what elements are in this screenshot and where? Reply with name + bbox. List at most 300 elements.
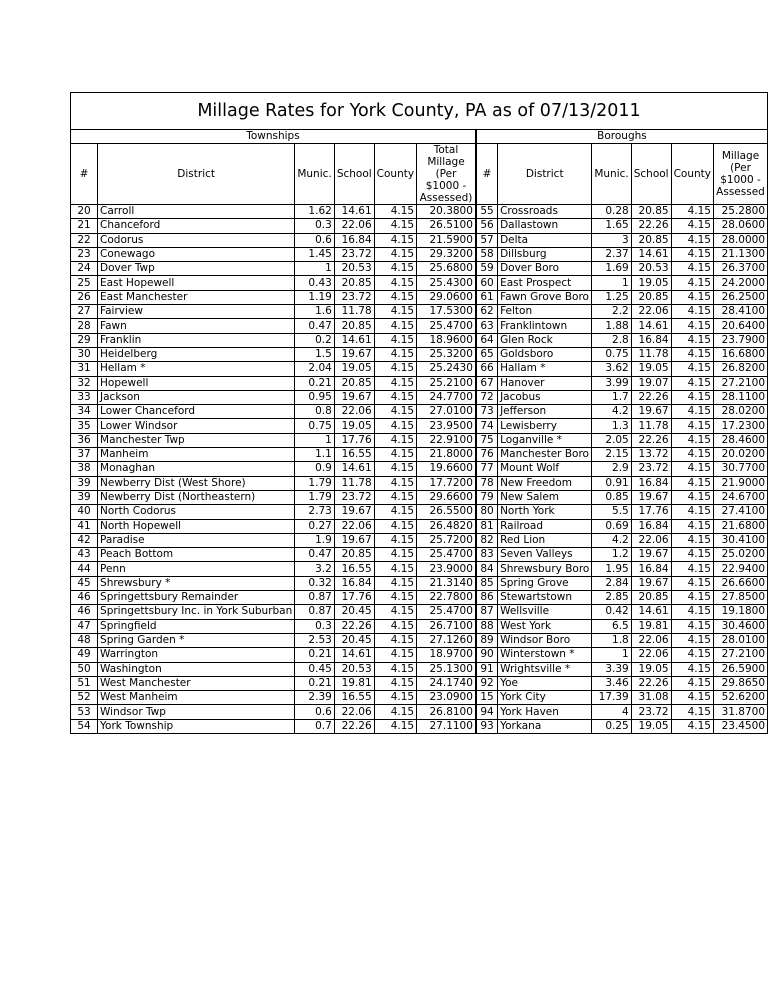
borough-munic-cell: 4 [592,705,631,719]
township-number-cell: 52 [71,691,98,705]
township-district-cell: Warrington [98,648,295,662]
township-school-cell: 14.61 [334,205,374,219]
township-school-cell: 16.84 [334,576,374,590]
borough-district-cell: Loganville * [498,433,592,447]
township-district-cell: Monaghan [98,462,295,476]
borough-munic-cell: 1.25 [592,290,631,304]
township-district-cell: York Township [98,719,295,733]
header-township-total: Total Millage (Per $1000 - Assessed) [417,144,476,205]
borough-district-cell: Dover Boro [498,262,592,276]
borough-number-cell: 88 [476,619,498,633]
borough-school-cell: 19.05 [631,662,671,676]
borough-number-cell: 92 [476,676,498,690]
borough-total-cell: 19.1800 [714,605,768,619]
township-school-cell: 22.06 [334,519,374,533]
borough-district-cell: Yoe [498,676,592,690]
township-county-cell: 4.15 [374,419,416,433]
township-number-cell: 21 [71,219,98,233]
borough-munic-cell: 1 [592,648,631,662]
township-school-cell: 20.53 [334,262,374,276]
township-school-cell: 16.55 [334,448,374,462]
township-munic-cell: 1.6 [295,305,335,319]
borough-munic-cell: 2.85 [592,591,631,605]
township-munic-cell: 1.45 [295,247,335,261]
table-row [71,705,768,719]
township-district-cell: Lower Chanceford [98,405,295,419]
township-school-cell: 20.85 [334,548,374,562]
borough-district-cell: Hallam * [498,362,592,376]
township-munic-cell: 0.45 [295,662,335,676]
township-school-cell: 16.55 [334,562,374,576]
borough-number-cell: 66 [476,362,498,376]
borough-total-cell: 27.4100 [714,505,768,519]
township-school-cell: 22.26 [334,719,374,733]
borough-county-cell: 4.15 [671,305,713,319]
borough-total-cell: 28.0100 [714,633,768,647]
table-row [71,505,768,519]
borough-district-cell: Red Lion [498,533,592,547]
township-number-cell: 37 [71,448,98,462]
header-row [71,144,768,205]
borough-school-cell: 20.85 [631,233,671,247]
borough-munic-cell: 5.5 [592,505,631,519]
township-county-cell: 4.15 [374,548,416,562]
township-total-cell: 29.6600 [417,490,476,504]
borough-county-cell: 4.15 [671,390,713,404]
borough-munic-cell: 0.69 [592,519,631,533]
borough-county-cell: 4.15 [671,505,713,519]
borough-county-cell: 4.15 [671,433,713,447]
table-row [71,405,768,419]
township-district-cell: East Hopewell [98,276,295,290]
township-county-cell: 4.15 [374,519,416,533]
table-row [71,533,768,547]
township-number-cell: 42 [71,533,98,547]
borough-district-cell: Franklintown [498,319,592,333]
township-district-cell: Newberry Dist (West Shore) [98,476,295,490]
township-district-cell: West Manheim [98,691,295,705]
township-total-cell: 21.8000 [417,448,476,462]
borough-school-cell: 22.26 [631,390,671,404]
borough-district-cell: Felton [498,305,592,319]
township-school-cell: 19.05 [334,362,374,376]
township-county-cell: 4.15 [374,433,416,447]
borough-number-cell: 87 [476,605,498,619]
township-county-cell: 4.15 [374,448,416,462]
township-county-cell: 4.15 [374,333,416,347]
borough-district-cell: Manchester Boro [498,448,592,462]
township-county-cell: 4.15 [374,562,416,576]
township-munic-cell: 0.6 [295,705,335,719]
borough-munic-cell: 2.05 [592,433,631,447]
township-number-cell: 38 [71,462,98,476]
borough-school-cell: 19.05 [631,719,671,733]
borough-munic-cell: 2.15 [592,448,631,462]
township-total-cell: 27.1100 [417,719,476,733]
township-school-cell: 19.67 [334,347,374,361]
table-row [71,548,768,562]
township-number-cell: 49 [71,648,98,662]
township-munic-cell: 0.7 [295,719,335,733]
table-row [71,591,768,605]
borough-total-cell: 27.2100 [714,376,768,390]
township-district-cell: Dover Twp [98,262,295,276]
township-county-cell: 4.15 [374,376,416,390]
table-row [71,719,768,733]
borough-county-cell: 4.15 [671,376,713,390]
table-row [71,333,768,347]
borough-munic-cell: 1.95 [592,562,631,576]
township-school-cell: 20.85 [334,319,374,333]
borough-total-cell: 21.9000 [714,476,768,490]
borough-number-cell: 65 [476,347,498,361]
borough-district-cell: Spring Grove [498,576,592,590]
borough-total-cell: 52.6200 [714,691,768,705]
township-total-cell: 27.1260 [417,633,476,647]
borough-number-cell: 76 [476,448,498,462]
township-school-cell: 22.06 [334,219,374,233]
township-total-cell: 21.3140 [417,576,476,590]
table-row [71,319,768,333]
borough-district-cell: Delta [498,233,592,247]
township-munic-cell: 2.39 [295,691,335,705]
township-total-cell: 26.5100 [417,219,476,233]
township-number-cell: 43 [71,548,98,562]
township-county-cell: 4.15 [374,233,416,247]
borough-district-cell: Winterstown * [498,648,592,662]
township-number-cell: 48 [71,633,98,647]
borough-district-cell: New Freedom [498,476,592,490]
borough-county-cell: 4.15 [671,619,713,633]
borough-number-cell: 81 [476,519,498,533]
borough-school-cell: 22.26 [631,676,671,690]
table-row [71,205,768,219]
table-row [71,262,768,276]
borough-total-cell: 22.9400 [714,562,768,576]
township-school-cell: 22.06 [334,705,374,719]
borough-number-cell: 91 [476,662,498,676]
table-row [71,362,768,376]
township-county-cell: 4.15 [374,405,416,419]
borough-county-cell: 4.15 [671,662,713,676]
township-total-cell: 26.7100 [417,619,476,633]
borough-school-cell: 20.53 [631,262,671,276]
borough-total-cell: 25.0200 [714,548,768,562]
township-county-cell: 4.15 [374,691,416,705]
borough-number-cell: 75 [476,433,498,447]
borough-school-cell: 11.78 [631,419,671,433]
borough-total-cell: 26.3700 [714,262,768,276]
township-munic-cell: 1 [295,433,335,447]
header-borough-munic: Munic. [592,144,631,205]
borough-district-cell: Yorkana [498,719,592,733]
township-school-cell: 19.67 [334,505,374,519]
borough-county-cell: 4.15 [671,676,713,690]
township-number-cell: 26 [71,290,98,304]
township-county-cell: 4.15 [374,462,416,476]
header-borough-total: Millage (Per $1000 - Assessed [714,144,768,205]
borough-district-cell: York City [498,691,592,705]
township-school-cell: 17.76 [334,591,374,605]
borough-munic-cell: 1.3 [592,419,631,433]
township-county-cell: 4.15 [374,205,416,219]
township-total-cell: 24.1740 [417,676,476,690]
borough-number-cell: 94 [476,705,498,719]
borough-total-cell: 26.8200 [714,362,768,376]
borough-munic-cell: 1.65 [592,219,631,233]
township-munic-cell: 1 [295,262,335,276]
borough-munic-cell: 1.7 [592,390,631,404]
township-total-cell: 25.4700 [417,605,476,619]
township-district-cell: Springettsbury Inc. in York Suburban [98,605,295,619]
township-munic-cell: 0.27 [295,519,335,533]
township-munic-cell: 0.9 [295,462,335,476]
table-row [71,376,768,390]
township-total-cell: 17.7200 [417,476,476,490]
township-munic-cell: 1.5 [295,347,335,361]
township-school-cell: 23.72 [334,290,374,304]
township-district-cell: West Manchester [98,676,295,690]
borough-number-cell: 79 [476,490,498,504]
borough-total-cell: 26.6600 [714,576,768,590]
borough-school-cell: 16.84 [631,562,671,576]
township-munic-cell: 0.21 [295,648,335,662]
township-number-cell: 47 [71,619,98,633]
township-number-cell: 33 [71,390,98,404]
borough-county-cell: 4.15 [671,205,713,219]
borough-munic-cell: 3 [592,233,631,247]
borough-district-cell: West York [498,619,592,633]
township-school-cell: 19.67 [334,390,374,404]
borough-county-cell: 4.15 [671,233,713,247]
borough-school-cell: 22.06 [631,633,671,647]
sheet-title: Millage Rates for York County, PA as of 07/13/2011 [71,93,768,130]
township-district-cell: Shrewsbury * [98,576,295,590]
borough-total-cell: 28.4100 [714,305,768,319]
township-total-cell: 25.6800 [417,262,476,276]
borough-school-cell: 19.05 [631,362,671,376]
table-row [71,519,768,533]
borough-district-cell: York Haven [498,705,592,719]
borough-district-cell: Railroad [498,519,592,533]
township-school-cell: 23.72 [334,490,374,504]
boroughs-section-label: Boroughs [476,130,768,144]
borough-total-cell: 26.5900 [714,662,768,676]
section-row [71,130,768,144]
borough-county-cell: 4.15 [671,633,713,647]
township-number-cell: 32 [71,376,98,390]
borough-total-cell: 25.2800 [714,205,768,219]
township-total-cell: 23.9500 [417,419,476,433]
borough-school-cell: 19.05 [631,276,671,290]
header-borough-county: County [671,144,713,205]
township-district-cell: Spring Garden * [98,633,295,647]
borough-number-cell: 93 [476,719,498,733]
township-school-cell: 17.76 [334,433,374,447]
township-school-cell: 19.67 [334,533,374,547]
header-township-district: District [98,144,295,205]
table-row [71,390,768,404]
township-munic-cell: 0.32 [295,576,335,590]
table-row [71,662,768,676]
township-munic-cell: 0.87 [295,605,335,619]
borough-munic-cell: 1 [592,276,631,290]
title-row [71,93,768,130]
township-county-cell: 4.15 [374,605,416,619]
borough-county-cell: 4.15 [671,247,713,261]
township-county-cell: 4.15 [374,633,416,647]
borough-total-cell: 20.6400 [714,319,768,333]
borough-total-cell: 27.2100 [714,648,768,662]
township-number-cell: 31 [71,362,98,376]
borough-district-cell: Jefferson [498,405,592,419]
townships-section-label: Townships [71,130,476,144]
header-township-number: # [71,144,98,205]
township-district-cell: Hopewell [98,376,295,390]
township-total-cell: 27.0100 [417,405,476,419]
township-munic-cell: 3.2 [295,562,335,576]
borough-total-cell: 21.1300 [714,247,768,261]
township-county-cell: 4.15 [374,219,416,233]
township-district-cell: Franklin [98,333,295,347]
borough-munic-cell: 4.2 [592,405,631,419]
borough-county-cell: 4.15 [671,562,713,576]
township-district-cell: Hellam * [98,362,295,376]
township-county-cell: 4.15 [374,262,416,276]
borough-district-cell: Wellsville [498,605,592,619]
township-munic-cell: 0.6 [295,233,335,247]
header-township-school: School [334,144,374,205]
township-district-cell: Codorus [98,233,295,247]
township-total-cell: 26.8100 [417,705,476,719]
table-row [71,233,768,247]
township-munic-cell: 0.47 [295,548,335,562]
borough-county-cell: 4.15 [671,548,713,562]
table-row [71,576,768,590]
township-number-cell: 53 [71,705,98,719]
borough-munic-cell: 3.46 [592,676,631,690]
borough-number-cell: 85 [476,576,498,590]
township-district-cell: Heidelberg [98,347,295,361]
borough-munic-cell: 2.2 [592,305,631,319]
borough-number-cell: 84 [476,562,498,576]
township-number-cell: 46 [71,605,98,619]
borough-total-cell: 24.2000 [714,276,768,290]
township-district-cell: Newberry Dist (Northeastern) [98,490,295,504]
borough-district-cell: Dallastown [498,219,592,233]
borough-total-cell: 23.4500 [714,719,768,733]
borough-number-cell: 64 [476,333,498,347]
township-number-cell: 50 [71,662,98,676]
township-total-cell: 20.3800 [417,205,476,219]
borough-school-cell: 16.84 [631,476,671,490]
township-number-cell: 41 [71,519,98,533]
township-munic-cell: 1.1 [295,448,335,462]
borough-school-cell: 22.06 [631,533,671,547]
borough-total-cell: 30.4100 [714,533,768,547]
township-munic-cell: 0.3 [295,619,335,633]
borough-district-cell: Wrightsville * [498,662,592,676]
header-township-county: County [374,144,416,205]
borough-number-cell: 77 [476,462,498,476]
borough-number-cell: 58 [476,247,498,261]
borough-school-cell: 22.06 [631,305,671,319]
township-county-cell: 4.15 [374,305,416,319]
township-munic-cell: 1.62 [295,205,335,219]
township-county-cell: 4.15 [374,648,416,662]
borough-district-cell: Mount Wolf [498,462,592,476]
borough-total-cell: 31.8700 [714,705,768,719]
township-school-cell: 16.55 [334,691,374,705]
borough-total-cell: 17.2300 [714,419,768,433]
township-total-cell: 17.5300 [417,305,476,319]
borough-county-cell: 4.15 [671,462,713,476]
borough-munic-cell: 1.8 [592,633,631,647]
township-total-cell: 23.0900 [417,691,476,705]
township-munic-cell: 0.87 [295,591,335,605]
header-borough-number: # [476,144,498,205]
borough-munic-cell: 0.28 [592,205,631,219]
township-total-cell: 18.9700 [417,648,476,662]
borough-county-cell: 4.15 [671,719,713,733]
borough-county-cell: 4.15 [671,319,713,333]
township-school-cell: 19.05 [334,419,374,433]
table-row [71,648,768,662]
township-school-cell: 19.81 [334,676,374,690]
borough-munic-cell: 17.39 [592,691,631,705]
township-number-cell: 28 [71,319,98,333]
township-total-cell: 25.2430 [417,362,476,376]
township-total-cell: 29.3200 [417,247,476,261]
borough-school-cell: 14.61 [631,319,671,333]
borough-total-cell: 28.0000 [714,233,768,247]
borough-munic-cell: 0.85 [592,490,631,504]
borough-school-cell: 22.06 [631,648,671,662]
township-total-cell: 19.6600 [417,462,476,476]
township-number-cell: 40 [71,505,98,519]
township-number-cell: 24 [71,262,98,276]
borough-county-cell: 4.15 [671,705,713,719]
borough-county-cell: 4.15 [671,519,713,533]
borough-total-cell: 28.1100 [714,390,768,404]
borough-county-cell: 4.15 [671,333,713,347]
township-total-cell: 18.9600 [417,333,476,347]
township-school-cell: 11.78 [334,305,374,319]
borough-school-cell: 19.81 [631,619,671,633]
borough-number-cell: 63 [476,319,498,333]
borough-school-cell: 11.78 [631,347,671,361]
table-row [71,691,768,705]
township-number-cell: 34 [71,405,98,419]
borough-district-cell: North York [498,505,592,519]
township-munic-cell: 2.53 [295,633,335,647]
table-row [71,433,768,447]
table-row [71,247,768,261]
borough-school-cell: 14.61 [631,247,671,261]
borough-number-cell: 83 [476,548,498,562]
township-county-cell: 4.15 [374,490,416,504]
borough-number-cell: 15 [476,691,498,705]
borough-munic-cell: 1.2 [592,548,631,562]
borough-county-cell: 4.15 [671,648,713,662]
township-munic-cell: 0.21 [295,376,335,390]
borough-number-cell: 80 [476,505,498,519]
borough-total-cell: 21.6800 [714,519,768,533]
township-school-cell: 22.06 [334,405,374,419]
township-number-cell: 46 [71,591,98,605]
borough-munic-cell: 0.42 [592,605,631,619]
borough-school-cell: 20.85 [631,205,671,219]
